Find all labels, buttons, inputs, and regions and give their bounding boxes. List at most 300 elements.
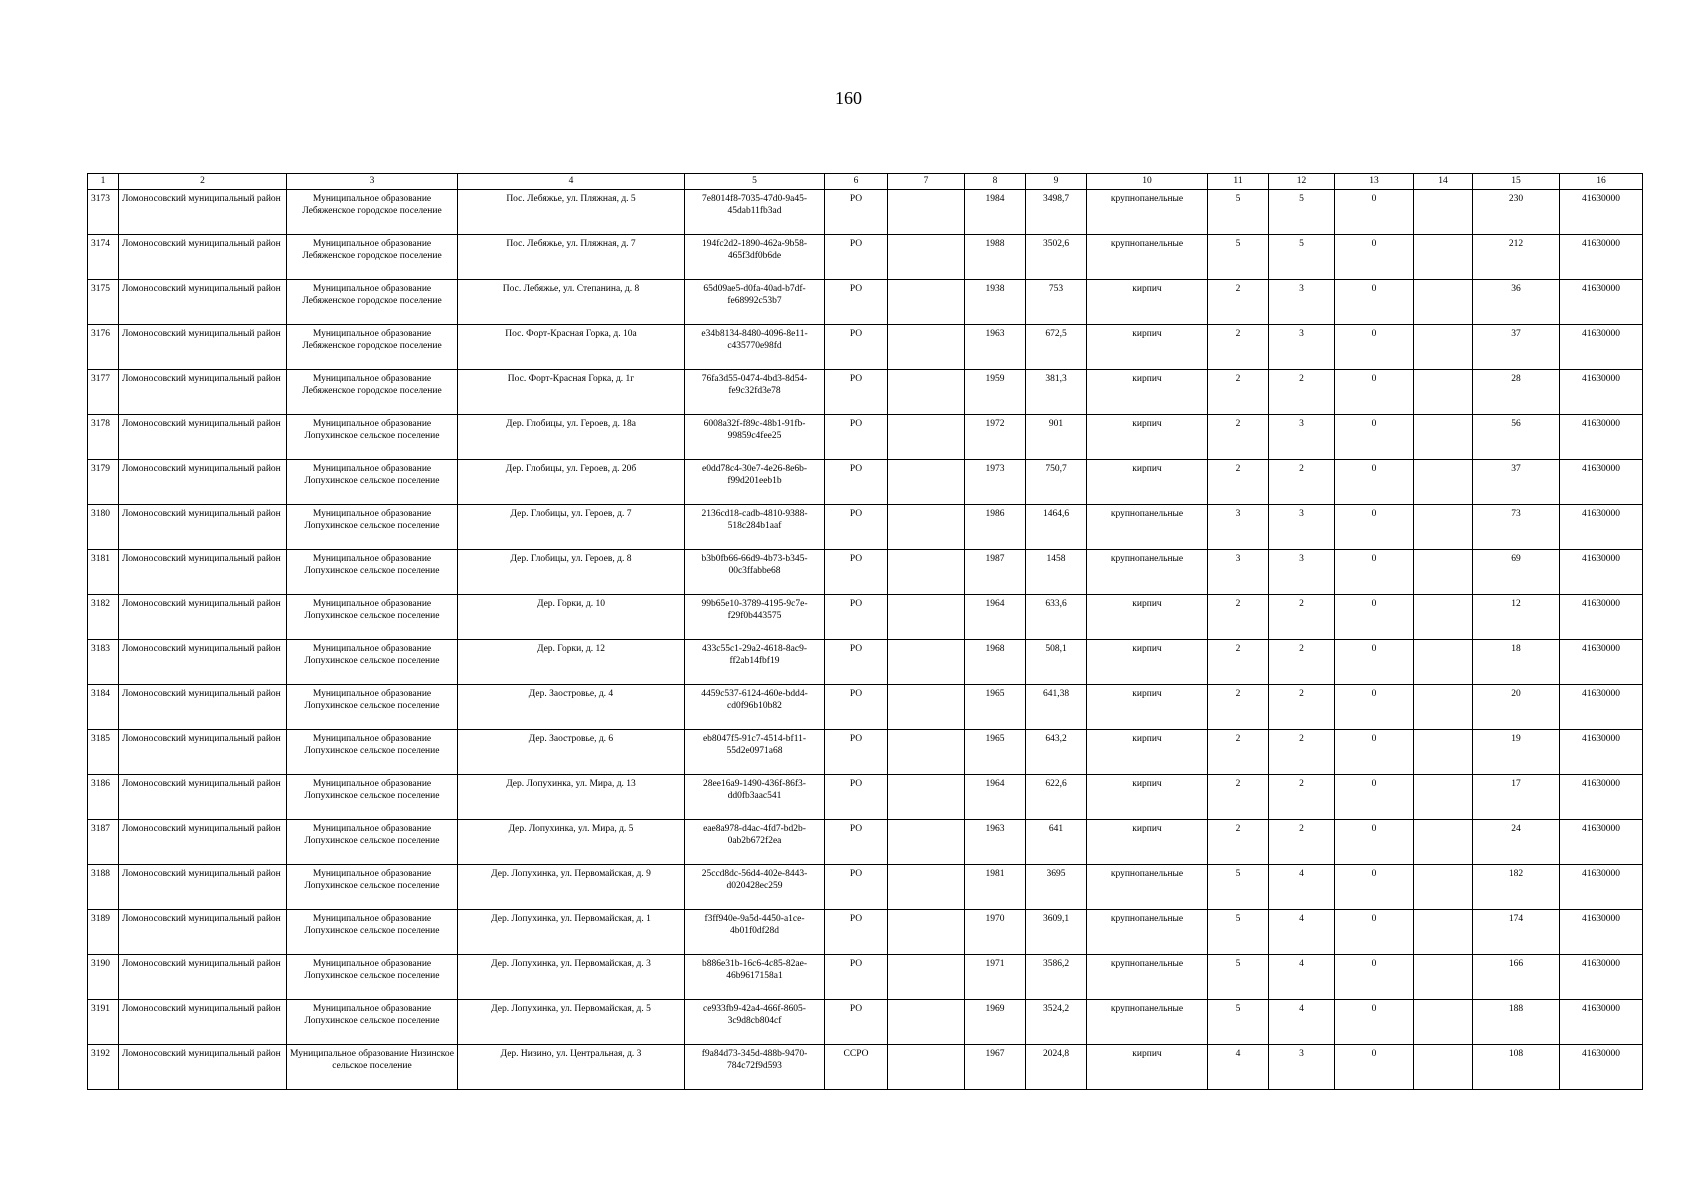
area-cell: 3502,6 <box>1026 235 1087 280</box>
header-cell-8: 8 <box>965 174 1026 190</box>
category-cell: РО <box>825 865 888 910</box>
row-number-cell: 3190 <box>88 955 119 1000</box>
year-built-cell: 1970 <box>965 910 1026 955</box>
residents-cell: 19 <box>1473 730 1560 775</box>
residents-cell: 166 <box>1473 955 1560 1000</box>
header-cell-2: 2 <box>119 174 287 190</box>
address-cell: Дер. Глобицы, ул. Героев, д. 18а <box>458 415 685 460</box>
address-cell: Пос. Лебяжье, ул. Пляжная, д. 7 <box>458 235 685 280</box>
table-row <box>88 1045 1643 1090</box>
area-cell: 508,1 <box>1026 640 1087 685</box>
municipality-cell: Муниципальное образование Лопухинское сельское поселение <box>287 550 458 595</box>
floors-max-cell: 2 <box>1208 460 1269 505</box>
header-cell-11: 11 <box>1208 174 1269 190</box>
header-cell-12: 12 <box>1269 174 1335 190</box>
wall-material-cell: крупнопанельные <box>1087 910 1208 955</box>
municipality-cell: Муниципальное образование Лебяженское городское поселение <box>287 235 458 280</box>
guid-cell: 2136cd18-cadb-4810-9388-518c284b1aaf <box>685 505 825 550</box>
wall-material-cell: кирпич <box>1087 820 1208 865</box>
residents-cell: 12 <box>1473 595 1560 640</box>
guid-cell: 194fc2d2-1890-462a-9b58-465f3df0b6de <box>685 235 825 280</box>
wall-material-cell: кирпич <box>1087 1045 1208 1090</box>
year-built-cell: 1963 <box>965 325 1026 370</box>
wall-material-cell: кирпич <box>1087 595 1208 640</box>
district-cell: Ломоносовский муниципальный район <box>119 775 287 820</box>
guid-cell: 65d09ae5-d0fa-40ad-b7df-fe68992c53b7 <box>685 280 825 325</box>
floors-min-cell: 3 <box>1269 280 1335 325</box>
oktmo-code-cell: 41630000 <box>1560 235 1643 280</box>
municipality-cell: Муниципальное образование Лопухинское сельское поселение <box>287 460 458 505</box>
col-7-cell <box>888 325 965 370</box>
row-number-cell: 3174 <box>88 235 119 280</box>
floors-min-cell: 2 <box>1269 820 1335 865</box>
address-cell: Дер. Лопухинка, ул. Первомайская, д. 5 <box>458 1000 685 1045</box>
area-cell: 901 <box>1026 415 1087 460</box>
underground-floors-cell: 0 <box>1335 685 1414 730</box>
col-7-cell <box>888 235 965 280</box>
col-14-cell <box>1414 910 1473 955</box>
year-built-cell: 1984 <box>965 190 1026 235</box>
category-cell: РО <box>825 820 888 865</box>
table-row <box>88 325 1643 370</box>
floors-min-cell: 3 <box>1269 325 1335 370</box>
category-cell: РО <box>825 730 888 775</box>
header-cell-7: 7 <box>888 174 965 190</box>
guid-cell: e0dd78c4-30e7-4e26-8e6b-f99d201eeb1b <box>685 460 825 505</box>
floors-min-cell: 2 <box>1269 460 1335 505</box>
col-14-cell <box>1414 415 1473 460</box>
category-cell: РО <box>825 775 888 820</box>
underground-floors-cell: 0 <box>1335 865 1414 910</box>
district-cell: Ломоносовский муниципальный район <box>119 415 287 460</box>
col-14-cell <box>1414 775 1473 820</box>
category-cell: РО <box>825 325 888 370</box>
underground-floors-cell: 0 <box>1335 910 1414 955</box>
row-number-cell: 3189 <box>88 910 119 955</box>
year-built-cell: 1964 <box>965 775 1026 820</box>
col-14-cell <box>1414 550 1473 595</box>
col-7-cell <box>888 910 965 955</box>
area-cell: 3586,2 <box>1026 955 1087 1000</box>
area-cell: 750,7 <box>1026 460 1087 505</box>
municipality-cell: Муниципальное образование Лопухинское сельское поселение <box>287 1000 458 1045</box>
row-number-cell: 3187 <box>88 820 119 865</box>
address-cell: Дер. Заостровье, д. 4 <box>458 685 685 730</box>
underground-floors-cell: 0 <box>1335 550 1414 595</box>
district-cell: Ломоносовский муниципальный район <box>119 190 287 235</box>
municipality-cell: Муниципальное образование Лопухинское сельское поселение <box>287 955 458 1000</box>
wall-material-cell: кирпич <box>1087 325 1208 370</box>
wall-material-cell: крупнопанельные <box>1087 190 1208 235</box>
municipality-cell: Муниципальное образование Лопухинское сельское поселение <box>287 505 458 550</box>
floors-max-cell: 3 <box>1208 550 1269 595</box>
area-cell: 672,5 <box>1026 325 1087 370</box>
col-7-cell <box>888 955 965 1000</box>
header-cell-16: 16 <box>1560 174 1643 190</box>
oktmo-code-cell: 41630000 <box>1560 505 1643 550</box>
guid-cell: eb8047f5-91c7-4514-bf11-55d2e0971a68 <box>685 730 825 775</box>
oktmo-code-cell: 41630000 <box>1560 595 1643 640</box>
table-row <box>88 415 1643 460</box>
col-14-cell <box>1414 640 1473 685</box>
oktmo-code-cell: 41630000 <box>1560 910 1643 955</box>
category-cell: РО <box>825 640 888 685</box>
residents-cell: 18 <box>1473 640 1560 685</box>
col-14-cell <box>1414 190 1473 235</box>
address-cell: Дер. Горки, д. 12 <box>458 640 685 685</box>
oktmo-code-cell: 41630000 <box>1560 415 1643 460</box>
row-number-cell: 3173 <box>88 190 119 235</box>
floors-max-cell: 5 <box>1208 865 1269 910</box>
floors-max-cell: 2 <box>1208 730 1269 775</box>
district-cell: Ломоносовский муниципальный район <box>119 235 287 280</box>
floors-max-cell: 5 <box>1208 1000 1269 1045</box>
address-cell: Пос. Лебяжье, ул. Степанина, д. 8 <box>458 280 685 325</box>
header-cell-10: 10 <box>1087 174 1208 190</box>
address-cell: Дер. Лопухинка, ул. Первомайская, д. 1 <box>458 910 685 955</box>
floors-min-cell: 2 <box>1269 775 1335 820</box>
row-number-cell: 3178 <box>88 415 119 460</box>
category-cell: РО <box>825 235 888 280</box>
municipality-cell: Муниципальное образование Лопухинское сельское поселение <box>287 910 458 955</box>
col-14-cell <box>1414 865 1473 910</box>
table-row <box>88 460 1643 505</box>
oktmo-code-cell: 41630000 <box>1560 685 1643 730</box>
year-built-cell: 1965 <box>965 730 1026 775</box>
area-cell: 3609,1 <box>1026 910 1087 955</box>
municipality-cell: Муниципальное образование Лопухинское сельское поселение <box>287 640 458 685</box>
category-cell: РО <box>825 280 888 325</box>
col-7-cell <box>888 820 965 865</box>
category-cell: РО <box>825 550 888 595</box>
col-7-cell <box>888 280 965 325</box>
row-number-cell: 3176 <box>88 325 119 370</box>
col-7-cell <box>888 415 965 460</box>
col-7-cell <box>888 775 965 820</box>
year-built-cell: 1963 <box>965 820 1026 865</box>
municipality-cell: Муниципальное образование Лопухинское сельское поселение <box>287 730 458 775</box>
col-14-cell <box>1414 820 1473 865</box>
col-7-cell <box>888 550 965 595</box>
residents-cell: 56 <box>1473 415 1560 460</box>
row-number-cell: 3184 <box>88 685 119 730</box>
table-header-row <box>88 174 1643 190</box>
address-cell: Дер. Горки, д. 10 <box>458 595 685 640</box>
floors-min-cell: 5 <box>1269 190 1335 235</box>
col-14-cell <box>1414 685 1473 730</box>
category-cell: РО <box>825 685 888 730</box>
residents-cell: 36 <box>1473 280 1560 325</box>
guid-cell: e34b8134-8480-4096-8e11-c435770e98fd <box>685 325 825 370</box>
residents-cell: 182 <box>1473 865 1560 910</box>
floors-max-cell: 5 <box>1208 910 1269 955</box>
residents-cell: 20 <box>1473 685 1560 730</box>
area-cell: 381,3 <box>1026 370 1087 415</box>
floors-min-cell: 2 <box>1269 370 1335 415</box>
address-cell: Дер. Лопухинка, ул. Мира, д. 5 <box>458 820 685 865</box>
year-built-cell: 1971 <box>965 955 1026 1000</box>
oktmo-code-cell: 41630000 <box>1560 1000 1643 1045</box>
guid-cell: 7e8014f8-7035-47d0-9a45-45dab11fb3ad <box>685 190 825 235</box>
underground-floors-cell: 0 <box>1335 820 1414 865</box>
guid-cell: f9a84d73-345d-488b-9470-784c72f9d593 <box>685 1045 825 1090</box>
underground-floors-cell: 0 <box>1335 730 1414 775</box>
col-7-cell <box>888 685 965 730</box>
row-number-cell: 3183 <box>88 640 119 685</box>
col-14-cell <box>1414 280 1473 325</box>
header-cell-15: 15 <box>1473 174 1560 190</box>
oktmo-code-cell: 41630000 <box>1560 640 1643 685</box>
underground-floors-cell: 0 <box>1335 1000 1414 1045</box>
area-cell: 643,2 <box>1026 730 1087 775</box>
col-7-cell <box>888 595 965 640</box>
category-cell: РО <box>825 910 888 955</box>
floors-min-cell: 3 <box>1269 550 1335 595</box>
underground-floors-cell: 0 <box>1335 775 1414 820</box>
floors-max-cell: 5 <box>1208 955 1269 1000</box>
category-cell: РО <box>825 415 888 460</box>
floors-max-cell: 2 <box>1208 820 1269 865</box>
col-7-cell <box>888 1000 965 1045</box>
header-cell-13: 13 <box>1335 174 1414 190</box>
area-cell: 3695 <box>1026 865 1087 910</box>
underground-floors-cell: 0 <box>1335 370 1414 415</box>
oktmo-code-cell: 41630000 <box>1560 460 1643 505</box>
underground-floors-cell: 0 <box>1335 1045 1414 1090</box>
underground-floors-cell: 0 <box>1335 460 1414 505</box>
wall-material-cell: кирпич <box>1087 775 1208 820</box>
floors-max-cell: 2 <box>1208 415 1269 460</box>
area-cell: 633,6 <box>1026 595 1087 640</box>
floors-min-cell: 2 <box>1269 595 1335 640</box>
area-cell: 3498,7 <box>1026 190 1087 235</box>
district-cell: Ломоносовский муниципальный район <box>119 820 287 865</box>
oktmo-code-cell: 41630000 <box>1560 325 1643 370</box>
oktmo-code-cell: 41630000 <box>1560 730 1643 775</box>
underground-floors-cell: 0 <box>1335 640 1414 685</box>
district-cell: Ломоносовский муниципальный район <box>119 280 287 325</box>
row-number-cell: 3188 <box>88 865 119 910</box>
address-cell: Дер. Лопухинка, ул. Мира, д. 13 <box>458 775 685 820</box>
table-row <box>88 595 1643 640</box>
header-cell-1: 1 <box>88 174 119 190</box>
row-number-cell: 3185 <box>88 730 119 775</box>
floors-max-cell: 2 <box>1208 325 1269 370</box>
floors-max-cell: 2 <box>1208 370 1269 415</box>
district-cell: Ломоносовский муниципальный район <box>119 550 287 595</box>
wall-material-cell: кирпич <box>1087 370 1208 415</box>
district-cell: Ломоносовский муниципальный район <box>119 1045 287 1090</box>
col-14-cell <box>1414 370 1473 415</box>
page-number: 160 <box>835 88 862 108</box>
year-built-cell: 1967 <box>965 1045 1026 1090</box>
district-cell: Ломоносовский муниципальный район <box>119 595 287 640</box>
col-14-cell <box>1414 1000 1473 1045</box>
category-cell: РО <box>825 505 888 550</box>
wall-material-cell: крупнопанельные <box>1087 865 1208 910</box>
residents-cell: 28 <box>1473 370 1560 415</box>
area-cell: 641 <box>1026 820 1087 865</box>
residents-cell: 230 <box>1473 190 1560 235</box>
wall-material-cell: крупнопанельные <box>1087 505 1208 550</box>
wall-material-cell: кирпич <box>1087 685 1208 730</box>
underground-floors-cell: 0 <box>1335 505 1414 550</box>
residents-cell: 69 <box>1473 550 1560 595</box>
guid-cell: b886e31b-16c6-4c85-82ae-46b9617158a1 <box>685 955 825 1000</box>
table-row <box>88 775 1643 820</box>
floors-min-cell: 4 <box>1269 865 1335 910</box>
district-cell: Ломоносовский муниципальный район <box>119 910 287 955</box>
oktmo-code-cell: 41630000 <box>1560 370 1643 415</box>
table-row <box>88 370 1643 415</box>
wall-material-cell: крупнопанельные <box>1087 235 1208 280</box>
header-cell-6: 6 <box>825 174 888 190</box>
area-cell: 3524,2 <box>1026 1000 1087 1045</box>
address-cell: Дер. Лопухинка, ул. Первомайская, д. 9 <box>458 865 685 910</box>
wall-material-cell: кирпич <box>1087 460 1208 505</box>
floors-min-cell: 4 <box>1269 910 1335 955</box>
guid-cell: 433c55c1-29a2-4618-8ac9-ff2ab14fbf19 <box>685 640 825 685</box>
area-cell: 2024,8 <box>1026 1045 1087 1090</box>
floors-min-cell: 4 <box>1269 1000 1335 1045</box>
oktmo-code-cell: 41630000 <box>1560 190 1643 235</box>
year-built-cell: 1981 <box>965 865 1026 910</box>
year-built-cell: 1973 <box>965 460 1026 505</box>
municipality-cell: Муниципальное образование Лебяженское городское поселение <box>287 190 458 235</box>
table-row <box>88 550 1643 595</box>
table-row <box>88 910 1643 955</box>
category-cell: РО <box>825 460 888 505</box>
header-cell-14: 14 <box>1414 174 1473 190</box>
category-cell: ССРО <box>825 1045 888 1090</box>
floors-min-cell: 2 <box>1269 730 1335 775</box>
municipality-cell: Муниципальное образование Лебяженское городское поселение <box>287 370 458 415</box>
category-cell: РО <box>825 595 888 640</box>
floors-max-cell: 4 <box>1208 1045 1269 1090</box>
address-cell: Дер. Глобицы, ул. Героев, д. 8 <box>458 550 685 595</box>
area-cell: 1458 <box>1026 550 1087 595</box>
floors-min-cell: 3 <box>1269 415 1335 460</box>
oktmo-code-cell: 41630000 <box>1560 865 1643 910</box>
residents-cell: 188 <box>1473 1000 1560 1045</box>
col-14-cell <box>1414 730 1473 775</box>
municipality-cell: Муниципальное образование Лебяженское городское поселение <box>287 280 458 325</box>
table-row <box>88 820 1643 865</box>
municipality-cell: Муниципальное образование Лопухинское сельское поселение <box>287 775 458 820</box>
district-cell: Ломоносовский муниципальный район <box>119 865 287 910</box>
municipality-cell: Муниципальное образование Лопухинское сельское поселение <box>287 415 458 460</box>
address-cell: Дер. Заостровье, д. 6 <box>458 730 685 775</box>
header-cell-3: 3 <box>287 174 458 190</box>
year-built-cell: 1972 <box>965 415 1026 460</box>
category-cell: РО <box>825 190 888 235</box>
col-7-cell <box>888 865 965 910</box>
district-cell: Ломоносовский муниципальный район <box>119 685 287 730</box>
housing-registry-table <box>87 173 1643 1090</box>
address-cell: Дер. Глобицы, ул. Героев, д. 20б <box>458 460 685 505</box>
table-row <box>88 505 1643 550</box>
category-cell: РО <box>825 370 888 415</box>
wall-material-cell: кирпич <box>1087 415 1208 460</box>
year-built-cell: 1965 <box>965 685 1026 730</box>
table-row <box>88 640 1643 685</box>
col-7-cell <box>888 370 965 415</box>
wall-material-cell: кирпич <box>1087 280 1208 325</box>
municipality-cell: Муниципальное образование Лопухинское сельское поселение <box>287 820 458 865</box>
guid-cell: 28ee16a9-1490-436f-86f3-dd0fb3aac541 <box>685 775 825 820</box>
floors-min-cell: 3 <box>1269 505 1335 550</box>
address-cell: Пос. Лебяжье, ул. Пляжная, д. 5 <box>458 190 685 235</box>
col-7-cell <box>888 190 965 235</box>
oktmo-code-cell: 41630000 <box>1560 775 1643 820</box>
guid-cell: ce933fb9-42a4-466f-8605-3c9d8cb804cf <box>685 1000 825 1045</box>
floors-max-cell: 2 <box>1208 685 1269 730</box>
year-built-cell: 1959 <box>965 370 1026 415</box>
residents-cell: 212 <box>1473 235 1560 280</box>
header-cell-4: 4 <box>458 174 685 190</box>
category-cell: РО <box>825 1000 888 1045</box>
guid-cell: f3ff940e-9a5d-4450-a1ce-4b01f0df28d <box>685 910 825 955</box>
row-number-cell: 3179 <box>88 460 119 505</box>
oktmo-code-cell: 41630000 <box>1560 1045 1643 1090</box>
oktmo-code-cell: 41630000 <box>1560 820 1643 865</box>
address-cell: Дер. Низино, ул. Центральная, д. 3 <box>458 1045 685 1090</box>
address-cell: Дер. Глобицы, ул. Героев, д. 7 <box>458 505 685 550</box>
row-number-cell: 3182 <box>88 595 119 640</box>
guid-cell: 6008a32f-f89c-48b1-91fb-99859c4fee25 <box>685 415 825 460</box>
wall-material-cell: кирпич <box>1087 730 1208 775</box>
municipality-cell: Муниципальное образование Низинское сельское поселение <box>287 1045 458 1090</box>
row-number-cell: 3177 <box>88 370 119 415</box>
table-row <box>88 280 1643 325</box>
table-row <box>88 955 1643 1000</box>
floors-max-cell: 2 <box>1208 595 1269 640</box>
year-built-cell: 1968 <box>965 640 1026 685</box>
underground-floors-cell: 0 <box>1335 955 1414 1000</box>
row-number-cell: 3191 <box>88 1000 119 1045</box>
area-cell: 753 <box>1026 280 1087 325</box>
guid-cell: b3b0fb66-66d9-4b73-b345-00c3ffabbe68 <box>685 550 825 595</box>
table-row <box>88 1000 1643 1045</box>
address-cell: Пос. Форт-Красная Горка, д. 1г <box>458 370 685 415</box>
col-14-cell <box>1414 460 1473 505</box>
wall-material-cell: кирпич <box>1087 640 1208 685</box>
residents-cell: 17 <box>1473 775 1560 820</box>
table-row <box>88 235 1643 280</box>
floors-min-cell: 3 <box>1269 1045 1335 1090</box>
underground-floors-cell: 0 <box>1335 325 1414 370</box>
district-cell: Ломоносовский муниципальный район <box>119 505 287 550</box>
year-built-cell: 1986 <box>965 505 1026 550</box>
area-cell: 641,38 <box>1026 685 1087 730</box>
district-cell: Ломоносовский муниципальный район <box>119 460 287 505</box>
category-cell: РО <box>825 955 888 1000</box>
district-cell: Ломоносовский муниципальный район <box>119 1000 287 1045</box>
oktmo-code-cell: 41630000 <box>1560 955 1643 1000</box>
residents-cell: 108 <box>1473 1045 1560 1090</box>
guid-cell: 25ccd8dc-56d4-402e-8443-d020428ec259 <box>685 865 825 910</box>
year-built-cell: 1938 <box>965 280 1026 325</box>
year-built-cell: 1987 <box>965 550 1026 595</box>
row-number-cell: 3192 <box>88 1045 119 1090</box>
col-14-cell <box>1414 595 1473 640</box>
floors-min-cell: 4 <box>1269 955 1335 1000</box>
municipality-cell: Муниципальное образование Лебяженское городское поселение <box>287 325 458 370</box>
wall-material-cell: крупнопанельные <box>1087 1000 1208 1045</box>
residents-cell: 37 <box>1473 325 1560 370</box>
col-7-cell <box>888 460 965 505</box>
guid-cell: 4459c537-6124-460e-bdd4-cd0f96b10b82 <box>685 685 825 730</box>
